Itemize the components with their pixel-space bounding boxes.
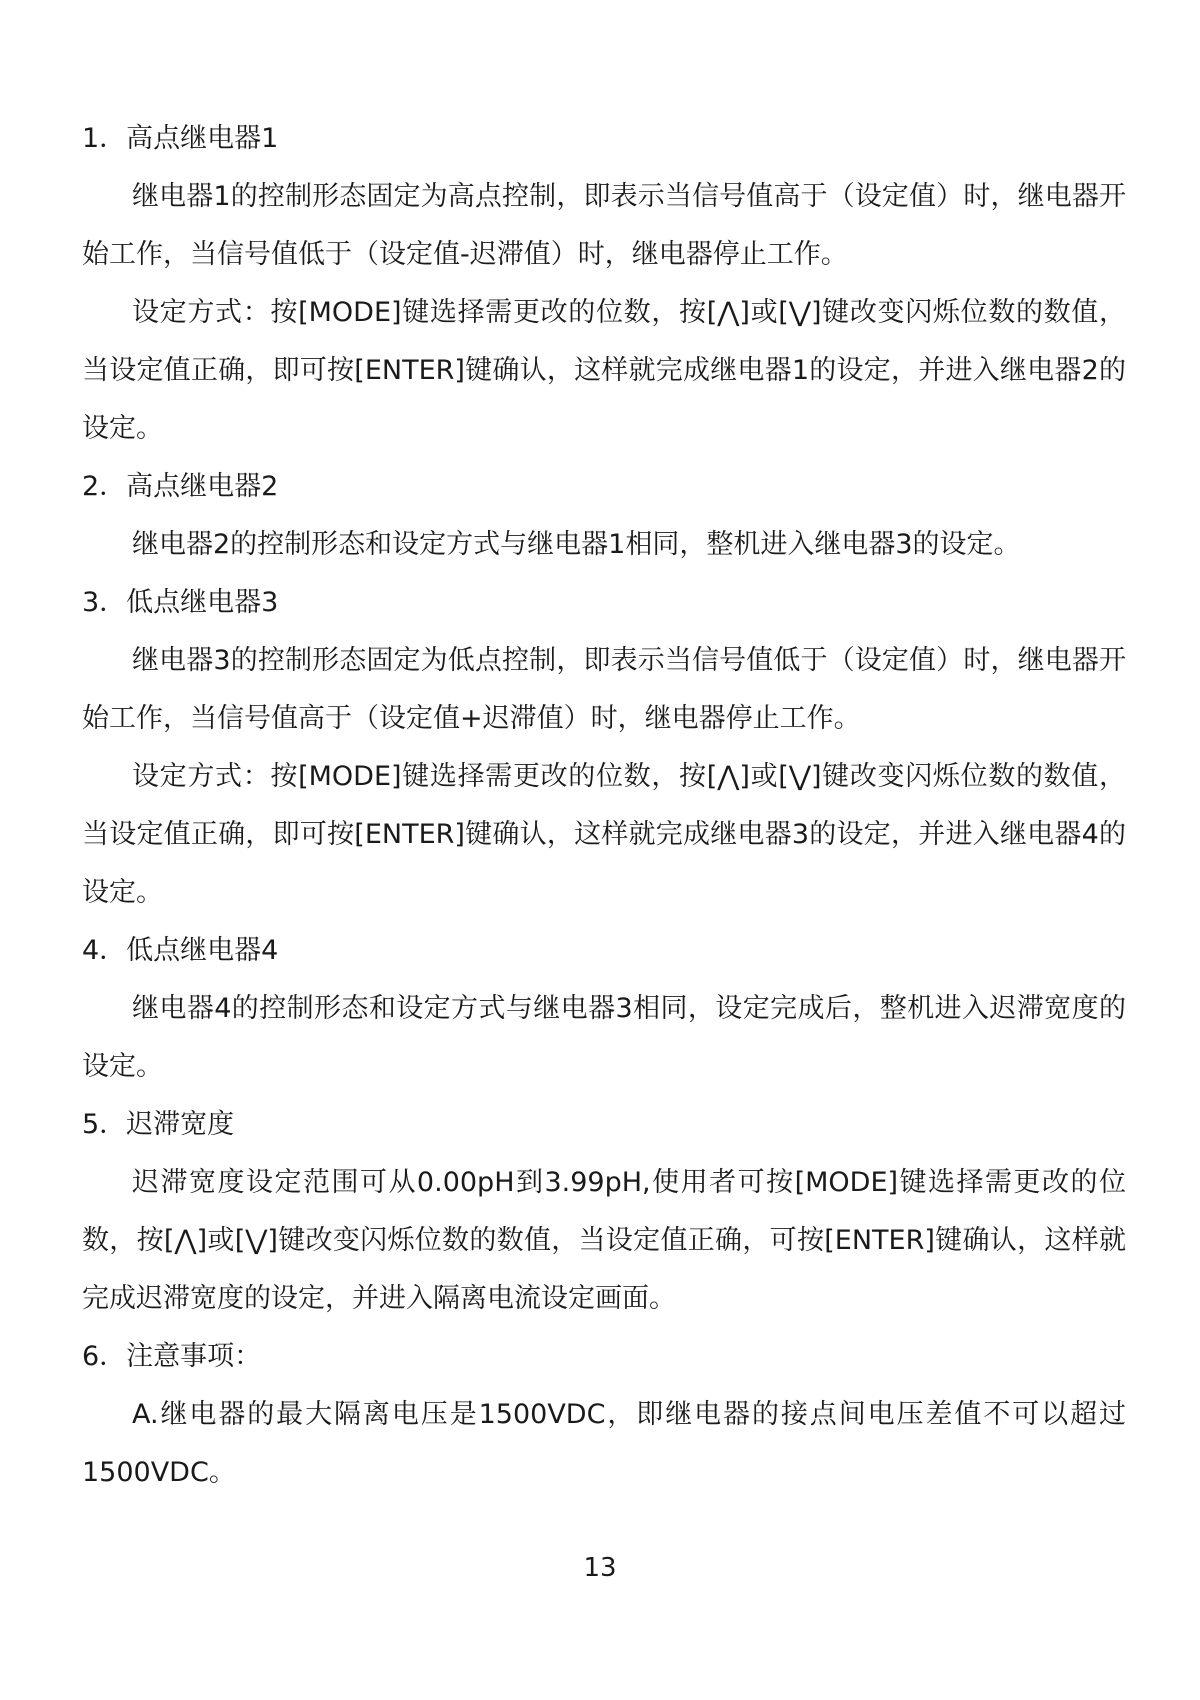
section-low-relay-4 [82, 922, 1126, 1096]
section-heading: 4．低点继电器4 [82, 935, 279, 966]
section-heading: 5．迟滞宽度 [82, 1109, 235, 1140]
section-high-relay-2 [82, 458, 1126, 574]
paragraph: 继电器3的控制形态固定为低点控制，即表示当信号值低于（设定值）时，继电器开始工作，当信号值高于（设定值+迟滞值）时，继电器停止工作。 [82, 645, 1126, 734]
paragraph: 继电器4的控制形态和设定方式与继电器3相同，设定完成后，整机进入迟滞宽度的设定。 [82, 993, 1126, 1082]
paragraph: 设定方式：按[MODE]键选择需更改的位数，按[⋀]或[⋁]键改变闪烁位数的数值，当设定值正确，即可按[ENTER]键确认，这样就完成继电器1的设定，并进入继电器2的设定。 [82, 297, 1126, 444]
section-heading: 1．高点继电器1 [82, 123, 279, 154]
document-body [82, 110, 1126, 1502]
section-heading: 6．注意事项： [82, 1341, 262, 1372]
section-heading: 3．低点继电器3 [82, 587, 279, 618]
paragraph: A.继电器的最大隔离电压是1500VDC，即继电器的接点间电压差值不可以超过1500VDC。 [82, 1399, 1126, 1488]
section-notes [82, 1328, 1126, 1502]
section-high-relay-1 [82, 110, 1126, 458]
section-hysteresis-width [82, 1096, 1126, 1328]
paragraph: 继电器1的控制形态固定为高点控制，即表示当信号值高于（设定值）时，继电器开始工作，当信号值低于（设定值-迟滞值）时，继电器停止工作。 [82, 181, 1126, 270]
section-heading: 2．高点继电器2 [82, 471, 279, 502]
paragraph: 继电器2的控制形态和设定方式与继电器1相同，整机进入继电器3的设定。 [132, 529, 1021, 560]
section-low-relay-3 [82, 574, 1126, 922]
paragraph: 设定方式：按[MODE]键选择需更改的位数，按[⋀]或[⋁]键改变闪烁位数的数值，当设定值正确，即可按[ENTER]键确认，这样就完成继电器3的设定，并进入继电器4的设定。 [82, 761, 1126, 908]
paragraph: 迟滞宽度设定范围可从0.00pH到3.99pH,使用者可按[MODE]键选择需更改的位数，按[⋀]或[⋁]键改变闪烁位数的数值，当设定值正确，可按[ENTER]键确认，这样就完成迟滞宽度的设定，并进入隔离电流设定画面。 [82, 1167, 1126, 1314]
page-number: 13 [583, 1553, 617, 1583]
